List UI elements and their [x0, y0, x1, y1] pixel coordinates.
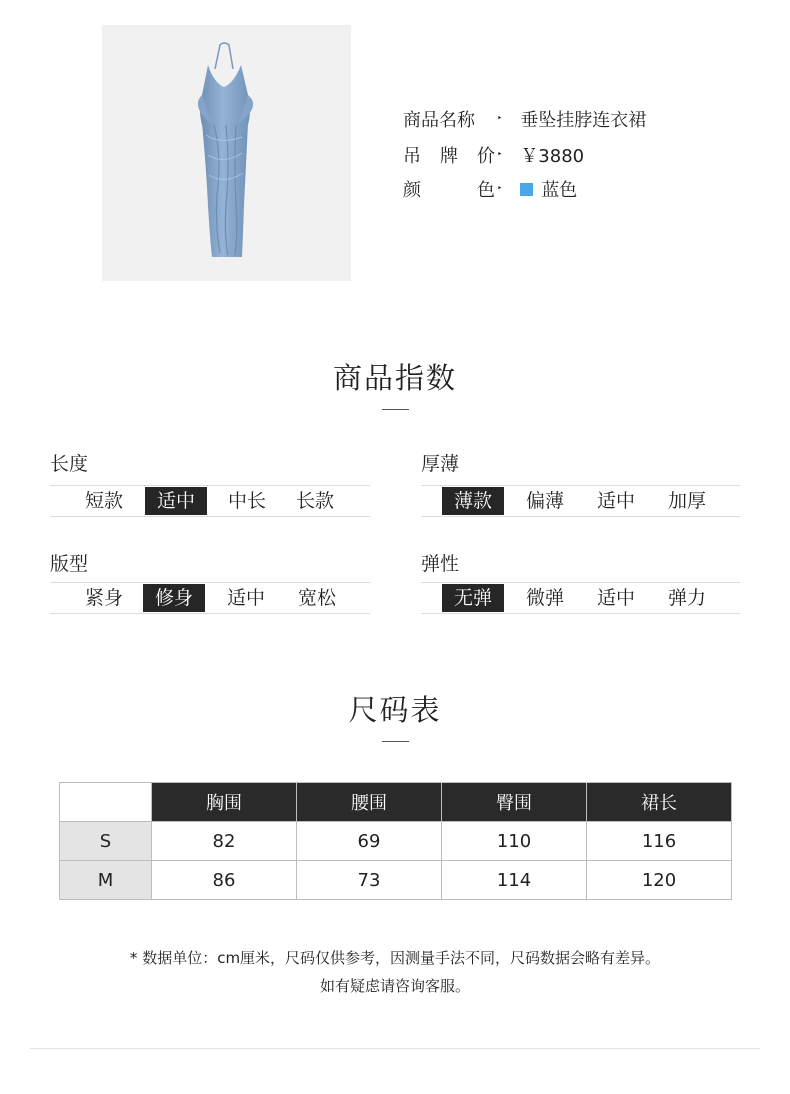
table-row: [60, 822, 732, 861]
color-value: 蓝色: [541, 180, 578, 201]
option-bar-thickness: [421, 485, 740, 517]
row-size-label: M: [60, 861, 152, 900]
color-label-char: 色: [477, 180, 495, 201]
table-cell: 110: [442, 822, 587, 861]
info-row-price: [403, 142, 584, 168]
name-label: [403, 106, 495, 132]
option-bar-fit: [50, 582, 370, 614]
group-label-length: 长度: [50, 453, 89, 475]
group-label-thickness: 厚薄: [421, 453, 460, 475]
option-elasticity-stretch[interactable]: 弹力: [667, 587, 706, 609]
table-cell: 114: [442, 861, 587, 900]
color-swatch: [520, 183, 533, 196]
price-value: ￥3880: [520, 146, 585, 167]
table-header-row: [60, 783, 732, 822]
option-elasticity-slight[interactable]: 微弹: [525, 587, 564, 609]
option-length-long[interactable]: 长款: [295, 490, 334, 512]
color-label-char: 颜: [403, 180, 421, 201]
size-table: [59, 782, 732, 900]
option-thickness-medium[interactable]: 适中: [596, 490, 635, 512]
table-cell: 86: [152, 861, 297, 900]
size-note-line1: * 数据单位：cm厘米，尺码仅供参考，因测量手法不同，尺码数据会略有差异。: [129, 949, 661, 967]
color-label: [403, 176, 495, 202]
group-label-elasticity: 弹性: [421, 553, 460, 575]
table-cell: 73: [297, 861, 442, 900]
info-row-color: [403, 176, 577, 202]
price-label-char: 牌: [440, 146, 458, 167]
column-header: 胸围: [152, 783, 297, 822]
option-length-midi[interactable]: 中长: [227, 490, 266, 512]
option-fit-slim-selected[interactable]: 修身: [143, 584, 205, 612]
index-section-title: 商品指数: [332, 361, 457, 395]
table-row: [60, 861, 732, 900]
size-section-title: 尺码表: [348, 693, 442, 727]
table-cell: 120: [587, 861, 732, 900]
info-row-name: [403, 106, 646, 132]
option-thickness-thin-selected[interactable]: 薄款: [442, 487, 504, 515]
title-divider: [382, 409, 409, 410]
table-cell: 69: [297, 822, 442, 861]
option-length-medium-selected[interactable]: 适中: [145, 487, 207, 515]
arrow-icon: ‣: [497, 114, 503, 124]
table-corner-cell: [60, 783, 152, 822]
option-bar-length: [50, 485, 370, 517]
column-header: 臀围: [442, 783, 587, 822]
name-value: 垂坠挂脖连衣裙: [520, 110, 647, 131]
column-header: 裙长: [587, 783, 732, 822]
bottom-divider: [30, 1048, 760, 1049]
column-header: 腰围: [297, 783, 442, 822]
row-size-label: S: [60, 822, 152, 861]
option-elasticity-none-selected[interactable]: 无弹: [442, 584, 504, 612]
table-cell: 82: [152, 822, 297, 861]
option-fit-loose[interactable]: 宽松: [297, 587, 336, 609]
name-label-text: 商品名称: [403, 110, 475, 131]
option-elasticity-medium[interactable]: 适中: [596, 587, 635, 609]
option-bar-elasticity: [421, 582, 740, 614]
price-label-char: 价: [477, 146, 495, 167]
product-image: [102, 25, 351, 281]
group-label-fit: 版型: [50, 553, 89, 575]
option-thickness-thick[interactable]: 加厚: [667, 490, 706, 512]
size-note-line2: 如有疑虑请咨询客服。: [319, 977, 470, 995]
title-divider: [382, 741, 409, 742]
arrow-icon: ‣: [497, 184, 503, 194]
option-fit-regular[interactable]: 适中: [226, 587, 265, 609]
option-length-short[interactable]: 短款: [84, 490, 123, 512]
table-cell: 116: [587, 822, 732, 861]
price-label: [403, 142, 495, 168]
option-fit-tight[interactable]: 紧身: [84, 587, 123, 609]
price-label-char: 吊: [403, 146, 421, 167]
option-thickness-slightly-thin[interactable]: 偏薄: [525, 490, 564, 512]
arrow-icon: ‣: [497, 150, 503, 160]
